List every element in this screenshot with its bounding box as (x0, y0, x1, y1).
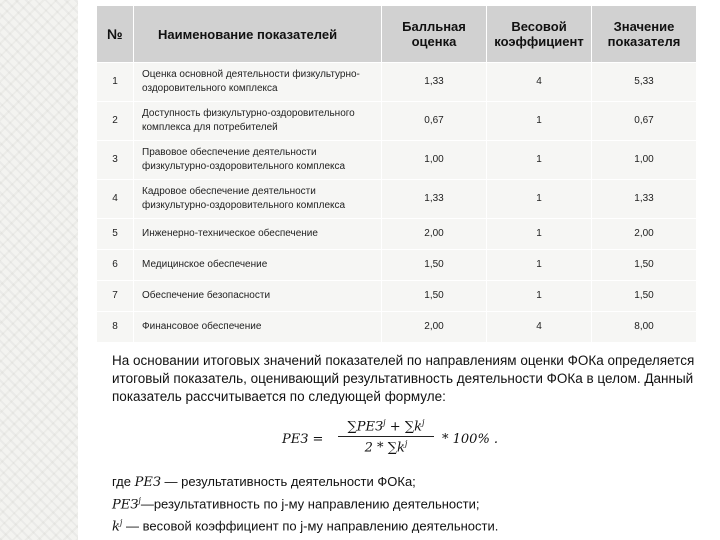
definitions-list (112, 473, 702, 537)
cell-value: 1,33 (592, 180, 697, 219)
table-row (97, 219, 697, 250)
formula-fraction (338, 418, 434, 456)
definition-sup: j (138, 496, 141, 505)
formula-denominator (338, 437, 434, 455)
denominator-sum-k: 2 * ∑k (364, 440, 405, 456)
cell-weight: 4 (487, 63, 592, 102)
explanation-paragraph: На основании итоговых значений показателей по направлениям оценки ФОКа определяется итоговый показатель, оценивающий результативность деятельности ФОКа в целом. Данный показатель рассчитывается по следующей формуле: (112, 353, 695, 404)
sup-j: j (421, 418, 425, 427)
cell-score: 1,33 (382, 180, 487, 219)
cell-weight: 1 (487, 219, 592, 250)
cell-num: 7 (97, 281, 134, 312)
definition-text: —результативность по j-му направлению деятельности; (140, 496, 480, 512)
cell-weight: 1 (487, 250, 592, 281)
definition-text: — результативность деятельности ФОКа; (160, 474, 416, 489)
cell-value: 1,50 (592, 250, 697, 281)
cell-value: 1,50 (592, 281, 697, 312)
sup-j: j (404, 439, 408, 449)
cell-name: Доступность физкультурно-оздоровительного комплекса для потребителей (134, 102, 382, 141)
table-row (97, 141, 697, 180)
cell-num: 2 (97, 102, 134, 141)
definition-sup: j (119, 518, 123, 528)
header-num: № (97, 6, 134, 63)
decorative-sidebar (0, 0, 78, 540)
cell-name: Медицинское обеспечение (134, 250, 382, 281)
cell-name: Обеспечение безопасности (134, 281, 382, 312)
indicators-table (96, 5, 697, 343)
cell-weight: 1 (487, 281, 592, 312)
table-row (97, 250, 697, 281)
cell-weight: 1 (487, 141, 592, 180)
cell-name: Инженерно-техническое обеспечение (134, 219, 382, 250)
cell-weight: 4 (487, 312, 592, 343)
cell-name: Финансовое обеспечение (134, 312, 382, 343)
cell-name: Правовое обеспечение деятельности физкультурно-оздоровительного комплекса (134, 141, 382, 180)
header-name: Наименование показателей (134, 6, 382, 63)
cell-score: 2,00 (382, 312, 487, 343)
table-row (97, 312, 697, 343)
cell-score: 1,33 (382, 63, 487, 102)
cell-value: 2,00 (592, 219, 697, 250)
cell-value: 1,00 (592, 141, 697, 180)
formula-rhs: * 100% . (442, 432, 499, 447)
table-header-row (97, 6, 697, 63)
formula (282, 418, 542, 470)
header-value: Значение показателя (592, 6, 697, 63)
cell-num: 6 (97, 250, 134, 281)
cell-name: Кадровое обеспечение деятельности физкультурно-оздоровительного комплекса (134, 180, 382, 219)
definition-item (112, 473, 702, 492)
cell-score: 1,50 (382, 250, 487, 281)
definition-symbol: РЕЗ (112, 497, 139, 513)
formula-lhs: РЕЗ = (282, 432, 324, 447)
cell-weight: 1 (487, 102, 592, 141)
definition-prefix: где (112, 474, 135, 489)
definition-item (112, 492, 702, 514)
numerator-sum-rez: ∑РЕЗ (347, 419, 384, 435)
cell-score: 1,50 (382, 281, 487, 312)
cell-num: 1 (97, 63, 134, 102)
cell-num: 3 (97, 141, 134, 180)
cell-name: Оценка основной деятельности физкультурно-оздоровительного комплекса (134, 63, 382, 102)
table-row (97, 102, 697, 141)
definition-symbol: k (112, 519, 120, 535)
table-row (97, 180, 697, 219)
cell-num: 5 (97, 219, 134, 250)
cell-weight: 1 (487, 180, 592, 219)
plus-sign: + (385, 419, 405, 435)
cell-num: 8 (97, 312, 134, 343)
definition-symbol: РЕЗ (134, 475, 161, 490)
numerator-sum-k: ∑k (404, 419, 422, 435)
cell-score: 1,00 (382, 141, 487, 180)
header-score: Балльная оценка (382, 6, 487, 63)
cell-score: 2,00 (382, 219, 487, 250)
cell-value: 8,00 (592, 312, 697, 343)
cell-score: 0,67 (382, 102, 487, 141)
definition-item (112, 514, 702, 536)
cell-num: 4 (97, 180, 134, 219)
header-weight: Весовой коэффициент (487, 6, 592, 63)
cell-value: 5,33 (592, 63, 697, 102)
table-row (97, 281, 697, 312)
definition-text: — весовой коэффициент по j-му направлению деятельности. (122, 518, 499, 534)
table-row (97, 63, 697, 102)
sup-j: j (383, 418, 386, 427)
cell-value: 0,67 (592, 102, 697, 141)
formula-numerator (338, 418, 434, 437)
